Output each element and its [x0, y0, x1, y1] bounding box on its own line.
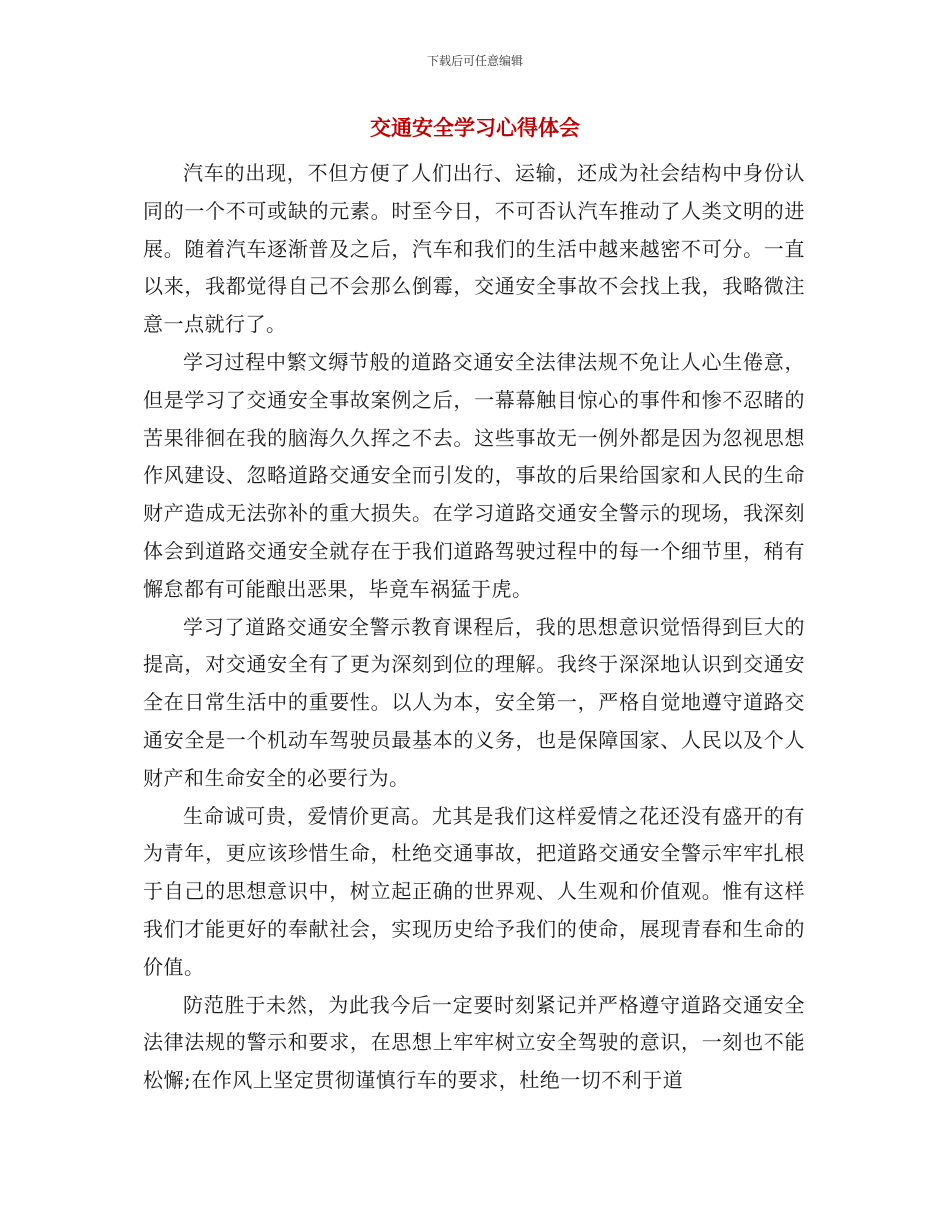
document-body	[143, 155, 805, 1100]
document-title: 交通安全学习心得体会	[370, 115, 580, 140]
body-paragraph-3: 学习了道路交通安全警示教育课程后，我的思想意识觉悟得到巨大的提高，对交通安全有了更为深刻到位的理解。我终于深深地认识到交通安全在日常生活中的重要性。以人为本，安全第一，严格自觉地遵守道路交通安全是一个机动车驾驶员最基本的义务，也是保障国家、人民以及个人财产和生命安全的必要行为。	[143, 614, 805, 790]
body-paragraph-2: 学习过程中繁文缛节般的道路交通安全法律法规不免让人心生倦意，但是学习了交通安全事故案例之后，一幕幕触目惊心的事件和惨不忍睹的苦果徘徊在我的脑海久久挥之不去。这些事故无一例外都是因为忽视思想作风建设、忽略道路交通安全而引发的，事故的后果给国家和人民的生命财产造成无法弥补的重大损失。在学习道路交通安全警示的现场，我深刻体会到道路交通安全就存在于我们道路驾驶过程中的每一个细节里，稍有懈怠都有可能酿出恶果，毕竟车祸猛于虎。	[143, 349, 805, 601]
body-paragraph-5: 防范胜于未然，为此我今后一定要时刻紧记并严格遵守道路交通安全法律法规的警示和要求，在思想上牢牢树立安全驾驶的意识，一刻也不能松懈;在作风上坚定贯彻谨慎行车的要求，杜绝一切不利于道	[143, 992, 805, 1093]
body-paragraph-1: 汽车的出现，不但方便了人们出行、运输，还成为社会结构中身份认同的一个不可或缺的元素。时至今日，不可否认汽车推动了人类文明的进展。随着汽车逐渐普及之后，汽车和我们的生活中越来越密不可分。一直以来，我都觉得自己不会那么倒霉，交通安全事故不会找上我，我略微注意一点就行了。	[143, 161, 805, 337]
page-header-note: 下载后可任意编辑	[426, 54, 523, 68]
body-paragraph-4: 生命诚可贵，爱情价更高。尤其是我们这样爱情之花还没有盛开的有为青年，更应该珍惜生命，杜绝交通事故，把道路交通安全警示牢牢扎根于自己的思想意识中，树立起正确的世界观、人生观和价值观。惟有这样我们才能更好的奉献社会，实现历史给予我们的使命，展现青春和生命的价值。	[143, 803, 805, 979]
